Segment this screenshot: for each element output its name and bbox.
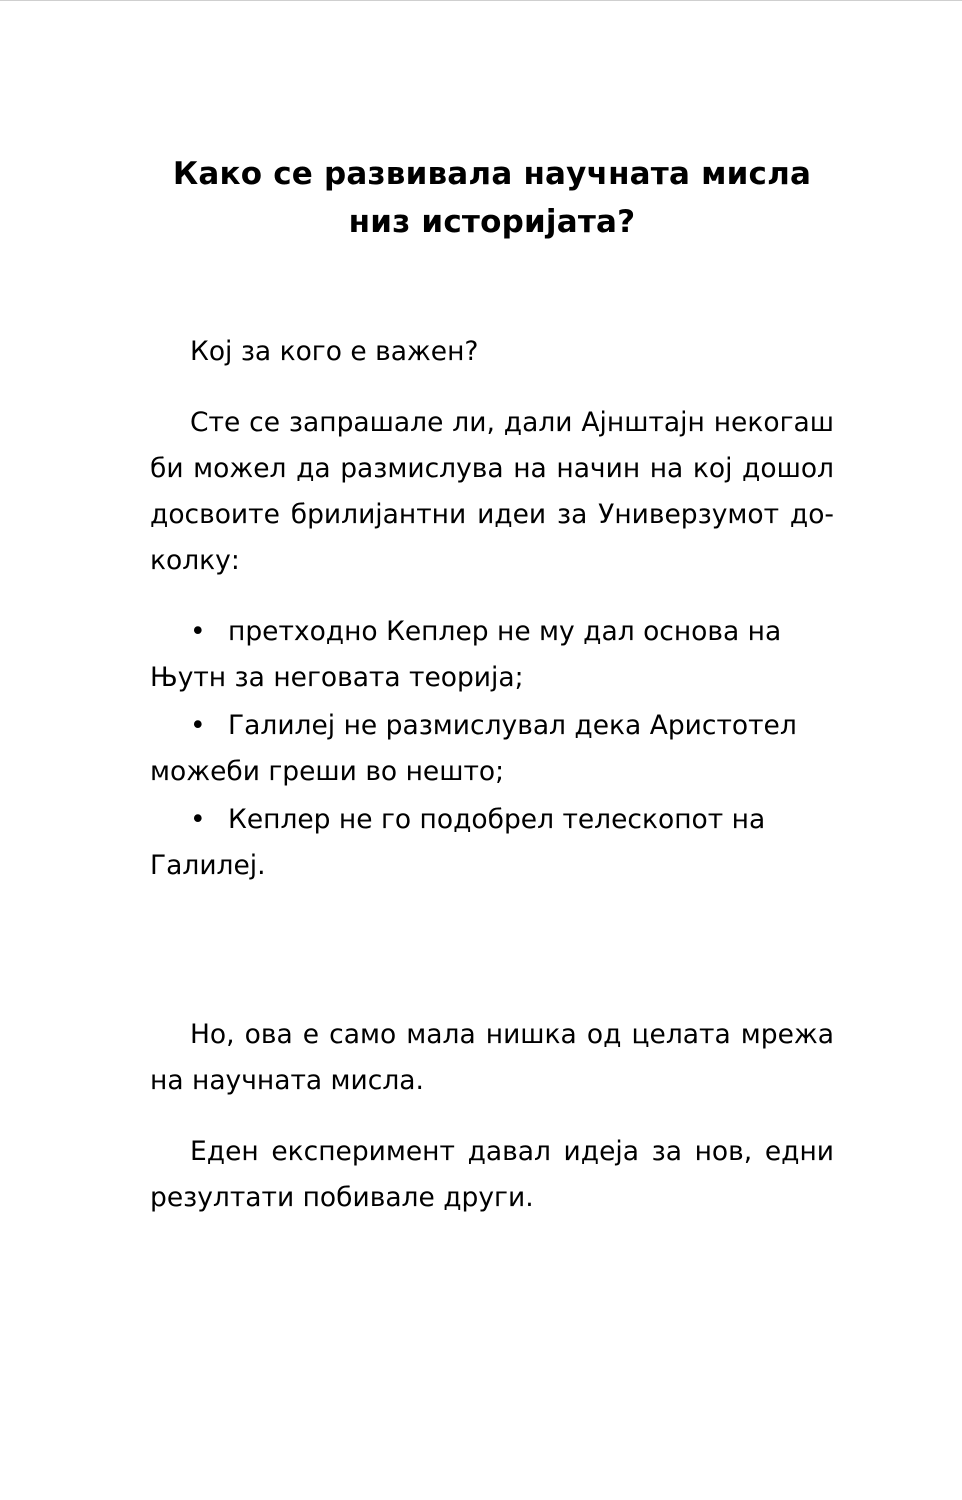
document-page [150, 150, 834, 1221]
list-item-text: Кеплер не го подобрел телескопот на Галилеј. [150, 804, 766, 881]
document-title [150, 150, 834, 246]
page-top-border [0, 0, 962, 1]
list-item [150, 609, 834, 701]
bullet-icon: • [190, 616, 206, 647]
network-paragraph: Но, ова е само мала нишка од целата мрежа на научната мисла. [150, 1019, 834, 1096]
bullet-icon: • [190, 710, 206, 741]
list-item-text: претходно Кеплер не му дал основа на Њутн за неговата теорија; [150, 616, 782, 693]
list-item-text: Галилеј не размислувал дека Аристотел можеби греши во нешто; [150, 710, 797, 787]
list-item [150, 797, 834, 889]
title-line-1: Како се развивала научната мисла [172, 156, 812, 192]
list-item [150, 703, 834, 795]
title-line-2: низ историјата? [348, 204, 636, 240]
intro-paragraph: Сте се запрашале ли, дали Ајнштајн некогаш би можел да размислува на начин на кој дошол досвоите брилијантни идеи за Универзумот до-колку: [150, 407, 834, 576]
bullet-list [150, 609, 834, 889]
intro-question: Кој за кого е важен? [190, 336, 479, 367]
experiment-paragraph: Еден експеримент давал идеја за нов, едни резултати побивале други. [150, 1136, 834, 1213]
bullet-icon: • [190, 804, 206, 835]
